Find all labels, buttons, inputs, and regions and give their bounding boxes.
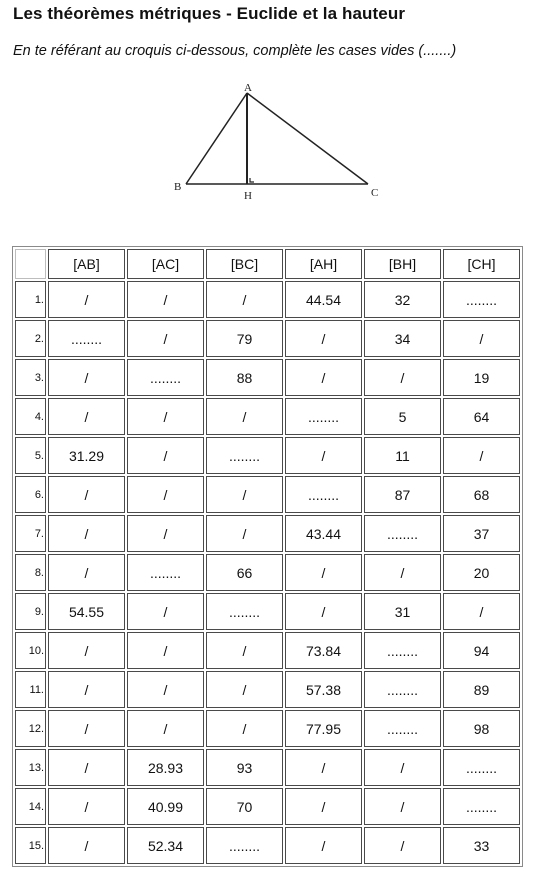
value-cell: / <box>48 632 125 669</box>
table-row <box>15 476 520 513</box>
blank-answer-cell[interactable]: ........ <box>443 749 520 786</box>
table-row <box>15 749 520 786</box>
table-row <box>15 827 520 864</box>
value-cell: / <box>48 710 125 747</box>
column-header: [AH] <box>285 249 362 279</box>
right-angle-mark <box>250 178 254 182</box>
value-cell: / <box>285 359 362 396</box>
row-number: 5. <box>15 437 46 474</box>
table-row <box>15 671 520 708</box>
value-cell: 98 <box>443 710 520 747</box>
table-row <box>15 320 520 357</box>
table-row <box>15 593 520 630</box>
row-number: 15. <box>15 827 46 864</box>
value-cell: / <box>206 671 283 708</box>
row-number: 6. <box>15 476 46 513</box>
value-cell: / <box>206 281 283 318</box>
blank-answer-cell[interactable]: ........ <box>364 632 441 669</box>
value-cell: 73.84 <box>285 632 362 669</box>
value-cell: / <box>443 437 520 474</box>
blank-answer-cell[interactable]: ........ <box>285 398 362 435</box>
value-cell: / <box>127 632 204 669</box>
row-number: 3. <box>15 359 46 396</box>
row-number: 1. <box>15 281 46 318</box>
value-cell: 31.29 <box>48 437 125 474</box>
value-cell: 66 <box>206 554 283 591</box>
value-cell: 5 <box>364 398 441 435</box>
value-cell: / <box>285 320 362 357</box>
value-cell: 44.54 <box>285 281 362 318</box>
table-row <box>15 788 520 825</box>
value-cell: 37 <box>443 515 520 552</box>
value-cell: 89 <box>443 671 520 708</box>
value-cell: 11 <box>364 437 441 474</box>
value-cell: 20 <box>443 554 520 591</box>
row-number: 11. <box>15 671 46 708</box>
instruction-text: En te référant au croquis ci-dessous, complète les cases vides (.......) <box>13 43 457 59</box>
value-cell: / <box>48 515 125 552</box>
value-cell: / <box>127 593 204 630</box>
table-row <box>15 398 520 435</box>
blank-answer-cell[interactable]: ........ <box>206 593 283 630</box>
value-cell: 33 <box>443 827 520 864</box>
value-cell: / <box>127 320 204 357</box>
blank-answer-cell[interactable]: ........ <box>127 554 204 591</box>
blank-answer-cell[interactable]: ........ <box>364 515 441 552</box>
value-cell: 93 <box>206 749 283 786</box>
value-cell: / <box>285 749 362 786</box>
value-cell: / <box>206 398 283 435</box>
column-header: [BH] <box>364 249 441 279</box>
triangle-sketch <box>170 78 390 206</box>
row-number: 4. <box>15 398 46 435</box>
value-cell: / <box>48 749 125 786</box>
vertex-label-c: C <box>371 187 379 199</box>
triangle-figure <box>170 78 390 206</box>
value-cell: 43.44 <box>285 515 362 552</box>
foot-label-h: H <box>244 190 252 202</box>
value-cell: / <box>127 710 204 747</box>
column-header: [AB] <box>48 249 125 279</box>
table-row <box>15 515 520 552</box>
blank-answer-cell[interactable]: ........ <box>48 320 125 357</box>
value-cell: / <box>48 671 125 708</box>
value-cell: / <box>206 515 283 552</box>
blank-answer-cell[interactable]: ........ <box>127 359 204 396</box>
row-number: 2. <box>15 320 46 357</box>
value-cell: / <box>443 320 520 357</box>
value-cell: 88 <box>206 359 283 396</box>
value-cell: 87 <box>364 476 441 513</box>
value-cell: / <box>364 749 441 786</box>
value-cell: 77.95 <box>285 710 362 747</box>
table-row <box>15 359 520 396</box>
row-number: 8. <box>15 554 46 591</box>
value-cell: 57.38 <box>285 671 362 708</box>
table-header-row <box>15 249 520 279</box>
table-row <box>15 281 520 318</box>
row-number: 12. <box>15 710 46 747</box>
value-cell: 52.34 <box>127 827 204 864</box>
row-number: 13. <box>15 749 46 786</box>
column-header: [AC] <box>127 249 204 279</box>
row-number: 7. <box>15 515 46 552</box>
value-cell: 34 <box>364 320 441 357</box>
side-ab <box>186 93 247 184</box>
value-cell: 40.99 <box>127 788 204 825</box>
value-cell: / <box>364 827 441 864</box>
vertex-label-b: B <box>174 181 182 193</box>
value-cell: / <box>48 554 125 591</box>
value-cell: / <box>285 788 362 825</box>
value-cell: 28.93 <box>127 749 204 786</box>
row-number: 14. <box>15 788 46 825</box>
row-number: 10. <box>15 632 46 669</box>
blank-answer-cell[interactable]: ........ <box>364 671 441 708</box>
value-cell: / <box>127 398 204 435</box>
table-corner-cell <box>15 249 46 279</box>
value-cell: / <box>285 827 362 864</box>
row-number: 9. <box>15 593 46 630</box>
value-cell: / <box>206 710 283 747</box>
value-cell: / <box>127 671 204 708</box>
value-cell: 19 <box>443 359 520 396</box>
blank-answer-cell[interactable]: ........ <box>206 827 283 864</box>
value-cell: / <box>127 515 204 552</box>
blank-answer-cell[interactable]: ........ <box>285 476 362 513</box>
value-cell: / <box>48 788 125 825</box>
table-row <box>15 554 520 591</box>
value-cell: / <box>48 281 125 318</box>
value-cell: / <box>48 359 125 396</box>
table-row <box>15 710 520 747</box>
value-cell: / <box>364 554 441 591</box>
value-cell: / <box>364 788 441 825</box>
value-cell: / <box>443 593 520 630</box>
value-cell: / <box>127 476 204 513</box>
blank-answer-cell[interactable]: ........ <box>443 281 520 318</box>
value-cell: 79 <box>206 320 283 357</box>
side-ac <box>247 93 368 184</box>
value-cell: 94 <box>443 632 520 669</box>
value-cell: / <box>364 359 441 396</box>
value-cell: / <box>206 476 283 513</box>
blank-answer-cell[interactable]: ........ <box>206 437 283 474</box>
column-header: [BC] <box>206 249 283 279</box>
vertex-label-a: A <box>244 82 252 94</box>
table-row <box>15 632 520 669</box>
blank-answer-cell[interactable]: ........ <box>443 788 520 825</box>
blank-answer-cell[interactable]: ........ <box>364 710 441 747</box>
value-cell: / <box>285 437 362 474</box>
value-cell: 68 <box>443 476 520 513</box>
value-cell: / <box>285 593 362 630</box>
page-title: Les théorèmes métriques - Euclide et la hauteur <box>13 4 406 23</box>
value-cell: 64 <box>443 398 520 435</box>
exercise-table <box>12 246 523 867</box>
column-header: [CH] <box>443 249 520 279</box>
value-cell: / <box>48 827 125 864</box>
value-cell: / <box>48 398 125 435</box>
value-cell: 31 <box>364 593 441 630</box>
table-row <box>15 437 520 474</box>
value-cell: / <box>127 281 204 318</box>
value-cell: 32 <box>364 281 441 318</box>
value-cell: / <box>206 632 283 669</box>
value-cell: / <box>127 437 204 474</box>
value-cell: 70 <box>206 788 283 825</box>
exercise-table-body <box>15 249 520 864</box>
value-cell: 54.55 <box>48 593 125 630</box>
value-cell: / <box>285 554 362 591</box>
value-cell: / <box>48 476 125 513</box>
